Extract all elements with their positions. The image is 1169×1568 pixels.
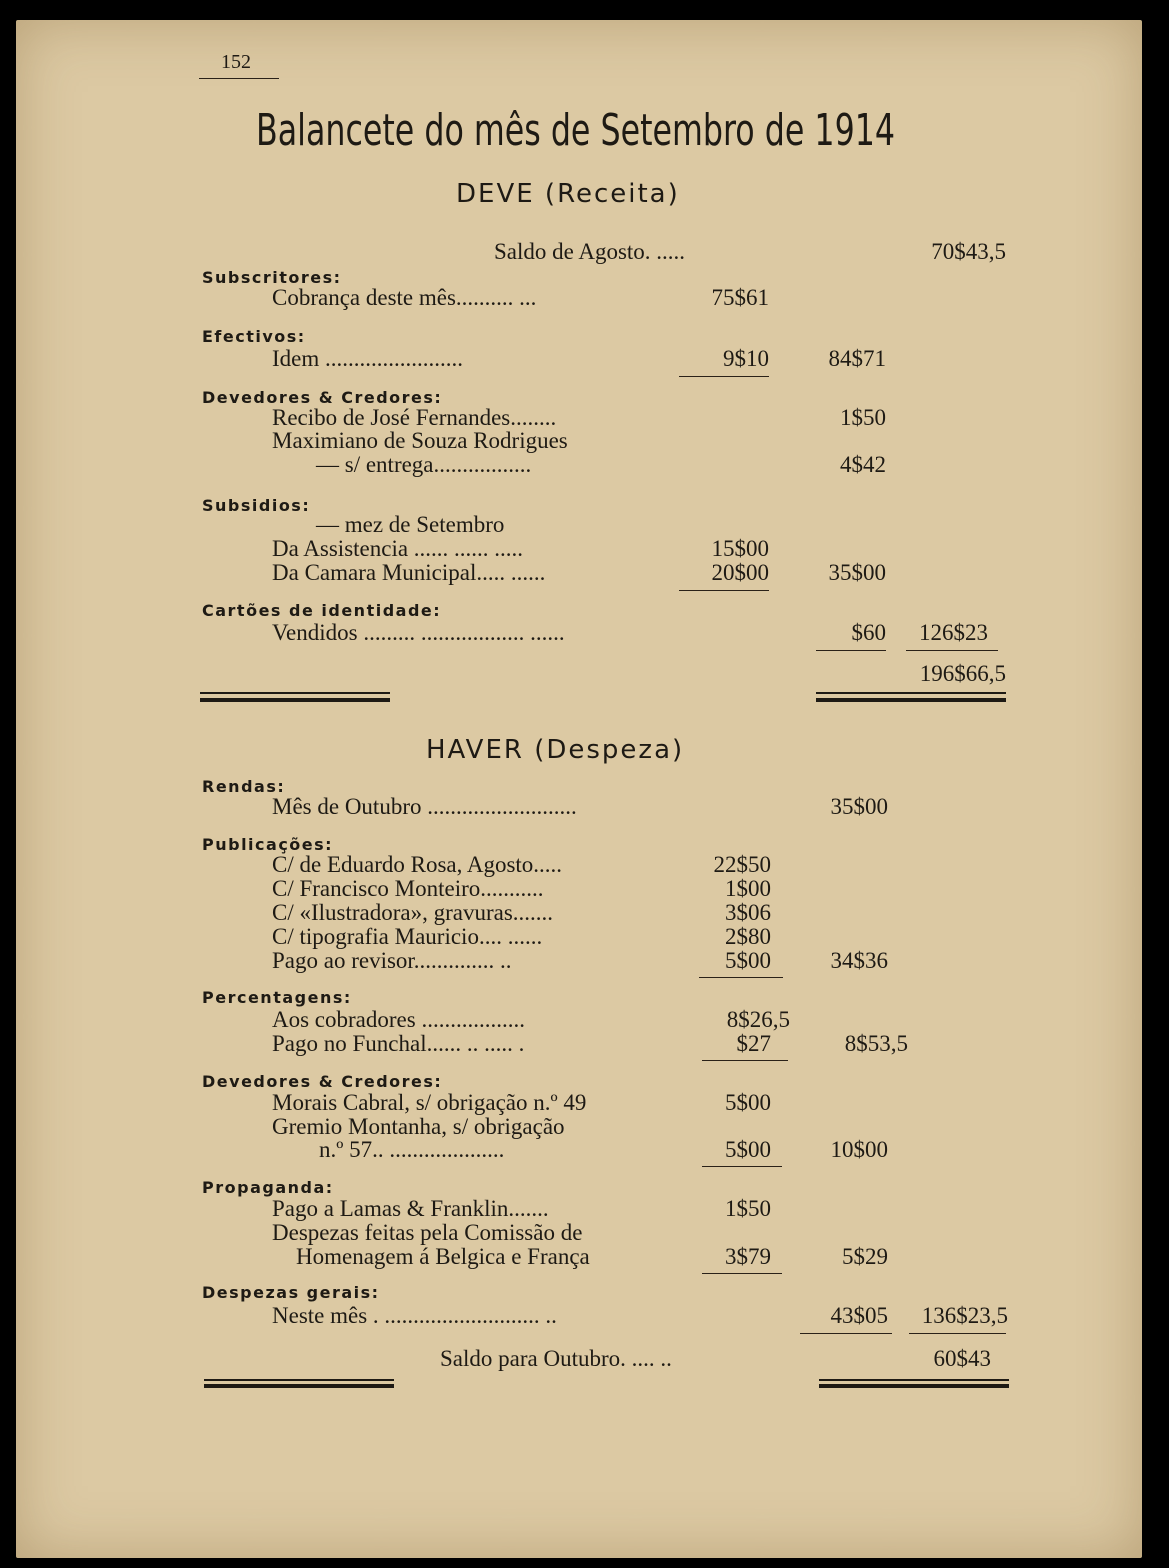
cobranca-amount: 75$61 <box>711 285 769 310</box>
page-title: Balancete do mês de Setembro de 1914 <box>256 105 896 156</box>
camara-label: Da Camara Municipal..... ...... <box>272 560 546 585</box>
publicacao-label: Pago ao revisor.............. .. <box>272 948 512 973</box>
percentagens-heading: Percentagens: <box>202 988 352 1007</box>
sum-rule <box>702 1060 788 1061</box>
funchal-label: Pago no Funchal...... .. ..... . <box>272 1031 525 1056</box>
gremio-amount: 5$00 <box>725 1137 771 1162</box>
publicacao-amount: 3$06 <box>725 900 771 925</box>
sum-rule <box>816 650 886 651</box>
vendidos-label: Vendidos ......... .................. ...... <box>272 620 565 645</box>
recibo-label: Recibo de José Fernandes........ <box>272 405 557 430</box>
closing-rule-right <box>819 1384 1009 1388</box>
closing-rule-left <box>200 692 390 694</box>
idem-amount: 9$10 <box>723 346 769 371</box>
cartoes-heading: Cartões de identidade: <box>202 601 442 620</box>
assistencia-label: Da Assistencia ...... ...... ..... <box>272 536 524 561</box>
idem-label: Idem ........................ <box>272 346 464 371</box>
sum-rule <box>679 376 769 377</box>
closing-rule-right <box>816 698 1006 702</box>
efectivos-heading: Efectivos: <box>202 327 306 346</box>
rendas-subtotal: 35$00 <box>830 794 888 819</box>
closing-rule-left <box>204 1384 394 1388</box>
camara-amount: 20$00 <box>711 560 769 585</box>
sum-rule <box>909 1333 1006 1334</box>
gerais-subtotal: 43$05 <box>830 1303 888 1328</box>
funchal-amount: $27 <box>736 1031 771 1056</box>
closing-rule-left <box>200 698 390 702</box>
despezas-line2: Homenagem á Belgica e França <box>296 1244 590 1269</box>
despezas-gerais-heading: Despezas gerais: <box>202 1283 380 1302</box>
mes-outubro-label: Mês de Outubro .......................... <box>272 794 577 819</box>
efectivos-subtotal: 84$71 <box>828 346 886 371</box>
closing-rule-right <box>819 1379 1009 1381</box>
publicacao-label: C/ de Eduardo Rosa, Agosto..... <box>272 852 563 877</box>
morais-amount: 5$00 <box>725 1090 771 1115</box>
publicacao-label: C/ «Ilustradora», gravuras....... <box>272 900 554 925</box>
morais-label: Morais Cabral, s/ obrigação n.º 49 <box>272 1090 587 1115</box>
lamas-amount: 1$50 <box>725 1196 771 1221</box>
recibo-subtotal: 1$50 <box>840 405 886 430</box>
devedores-credores-heading: Devedores & Credores: <box>202 388 443 407</box>
rendas-heading: Rendas: <box>202 777 286 796</box>
gremio-line2: n.º 57.. .................... <box>319 1137 505 1162</box>
publicacoes-subtotal: 34$36 <box>830 948 888 973</box>
document-page <box>16 20 1142 1558</box>
propaganda-subtotal: 5$29 <box>842 1244 888 1269</box>
cobradores-label: Aos cobradores .................. <box>272 1007 525 1032</box>
assistencia-amount: 15$00 <box>711 536 769 561</box>
despezas-amount: 3$79 <box>725 1244 771 1269</box>
sum-rule <box>906 650 998 651</box>
propaganda-heading: Propaganda: <box>202 1178 334 1197</box>
section-header-haver: HAVER (Despeza) <box>426 735 685 765</box>
publicacao-amount: 2$80 <box>725 924 771 949</box>
deve-grand-total: 196$66,5 <box>919 661 1006 686</box>
haver-sum-total: 136$23,5 <box>921 1303 1008 1328</box>
publicacao-amount: 22$50 <box>713 852 771 877</box>
closing-rule-right <box>816 692 1006 694</box>
haver-devedores-subtotal: 10$00 <box>830 1137 888 1162</box>
cobradores-amount: 8$26,5 <box>726 1007 790 1032</box>
saldo-agosto-label: Saldo de Agosto. ..... <box>494 239 686 264</box>
haver-devedores-heading: Devedores & Credores: <box>202 1072 443 1091</box>
mez-setembro-label: — mez de Setembro <box>316 512 505 537</box>
vendidos-subtotal: $60 <box>851 620 886 645</box>
lamas-label: Pago a Lamas & Franklin....... <box>272 1196 549 1221</box>
sum-rule <box>702 1166 782 1167</box>
page-number-rule <box>199 78 279 79</box>
section-header-deve: DEVE (Receita) <box>456 179 680 209</box>
cobranca-label: Cobrança deste mês.......... ... <box>272 285 537 310</box>
page-number: 152 <box>221 51 251 73</box>
publicacao-label: C/ Francisco Monteiro........... <box>272 876 544 901</box>
maximiano-line1: Maximiano de Souza Rodrigues <box>272 428 568 453</box>
deve-sum-total: 126$23 <box>919 620 988 645</box>
saldo-outubro-label: Saldo para Outubro. .... .. <box>440 1346 672 1371</box>
sum-rule <box>679 590 769 591</box>
sum-rule <box>702 1273 782 1274</box>
subsidios-heading: Subsidios: <box>202 496 311 515</box>
publicacao-amount: 1$00 <box>725 876 771 901</box>
gremio-line1: Gremio Montanha, s/ obrigação <box>272 1114 565 1139</box>
sum-rule <box>699 977 783 978</box>
closing-rule-left <box>204 1379 394 1381</box>
saldo-agosto-total: 70$43,5 <box>931 239 1006 264</box>
sum-rule <box>800 1333 892 1334</box>
neste-mes-label: Neste mês . ........................... .. <box>272 1303 557 1328</box>
subscritores-heading: Subscritores: <box>202 268 342 287</box>
maximiano-line2: — s/ entrega................. <box>316 452 532 477</box>
subsidios-subtotal: 35$00 <box>828 560 886 585</box>
publicacoes-heading: Publicações: <box>202 835 334 854</box>
percentagens-subtotal: 8$53,5 <box>844 1031 908 1056</box>
publicacao-label: C/ tipografia Mauricio.... ...... <box>272 924 543 949</box>
saldo-outubro-total: 60$43 <box>933 1346 991 1371</box>
publicacao-amount: 5$00 <box>725 948 771 973</box>
maximiano-subtotal: 4$42 <box>840 452 886 477</box>
despezas-line1: Despezas feitas pela Comissão de <box>272 1220 583 1245</box>
